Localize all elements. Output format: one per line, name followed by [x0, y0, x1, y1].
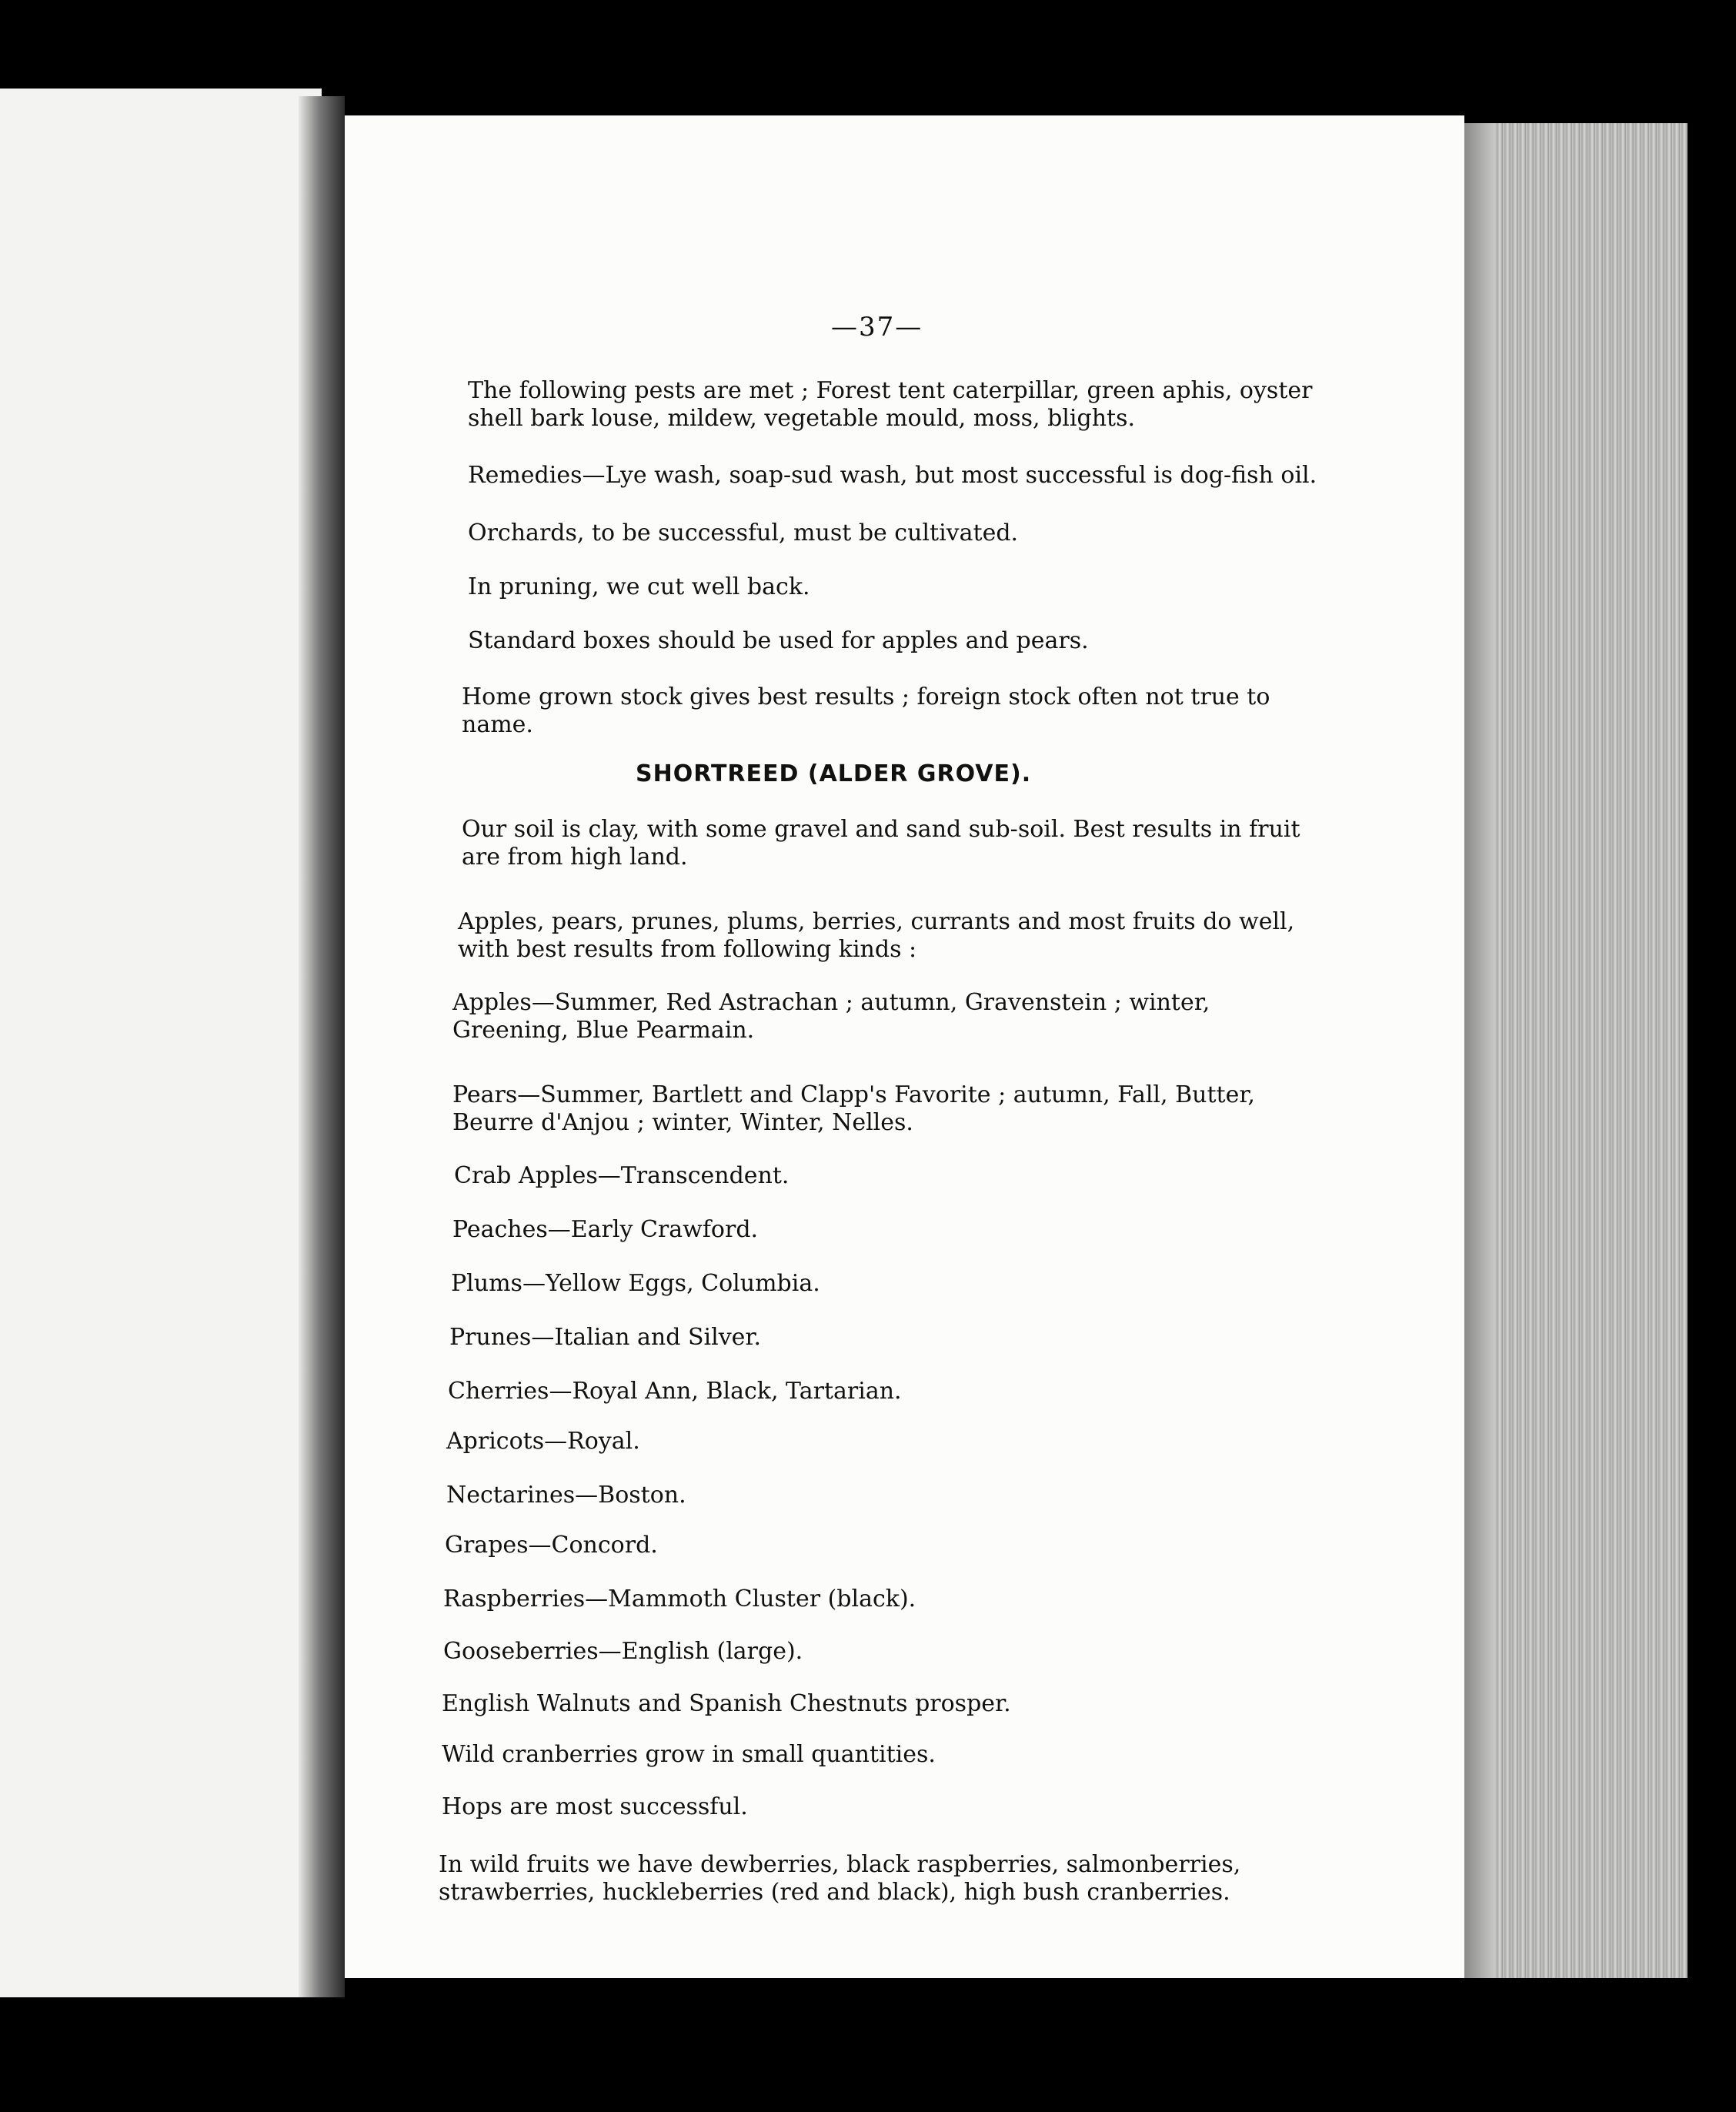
list-item: Crab Apples—Transcendent.: [454, 1162, 790, 1189]
section-heading: SHORTREED (ALDER GROVE).: [636, 760, 1032, 787]
list-item: Hops are most successful.: [442, 1793, 748, 1820]
paragraph: Our soil is clay, with some gravel and sand sub-soil. Best results in fruit are from high land.: [462, 816, 1300, 871]
paragraph: Apples, pears, prunes, plums, berries, currants and most fruits do well, with best results from following kinds :: [458, 908, 1295, 963]
book-gutter: [299, 96, 345, 1997]
list-item: English Walnuts and Spanish Chestnuts prosper.: [442, 1690, 1011, 1717]
list-item: Peaches—Early Crawford.: [452, 1216, 759, 1243]
paragraph: In pruning, we cut well back.: [468, 573, 810, 600]
list-item: Plums—Yellow Eggs, Columbia.: [451, 1270, 820, 1297]
list-item: Wild cranberries grow in small quantities.: [442, 1741, 936, 1768]
list-item: Prunes—Italian and Silver.: [449, 1324, 762, 1351]
paragraph: Apples—Summer, Red Astrachan ; autumn, Gravenstein ; winter, Greening, Blue Pearmain.: [452, 989, 1210, 1044]
paragraph: Standard boxes should be used for apples and pears.: [468, 627, 1089, 654]
page-number: —37—: [831, 312, 923, 343]
page-edge-shadow: [1464, 123, 1495, 1978]
list-item: Gooseberries—English (large).: [443, 1638, 803, 1665]
list-item: Cherries—Royal Ann, Black, Tartarian.: [448, 1378, 902, 1405]
left-page: [0, 89, 322, 1997]
list-item: Raspberries—Mammoth Cluster (black).: [443, 1586, 916, 1612]
paragraph: Remedies—Lye wash, soap-sud wash, but most successful is dog-fish oil.: [468, 462, 1317, 489]
paragraph: The following pests are met ; Forest tent caterpillar, green aphis, oyster shell bark louse, mildew, vegetable mould, moss, blights.: [468, 377, 1313, 432]
paragraph: Home grown stock gives best results ; foreign stock often not true to name.: [462, 683, 1270, 738]
closing-paragraph: In wild fruits we have dewberries, black raspberries, salmonberries, strawberries, huckleberries (red and black), high bush cranberries.: [439, 1851, 1241, 1906]
list-item: Apricots—Royal.: [446, 1428, 640, 1455]
paragraph: Pears—Summer, Bartlett and Clapp's Favorite ; autumn, Fall, Butter, Beurre d'Anjou ; winter, Winter, Nelles.: [452, 1081, 1255, 1136]
page-edges: [1464, 123, 1688, 1978]
paragraph: Orchards, to be successful, must be cultivated.: [468, 520, 1019, 546]
list-item: Nectarines—Boston.: [446, 1482, 686, 1509]
list-item: Grapes—Concord.: [445, 1532, 658, 1559]
